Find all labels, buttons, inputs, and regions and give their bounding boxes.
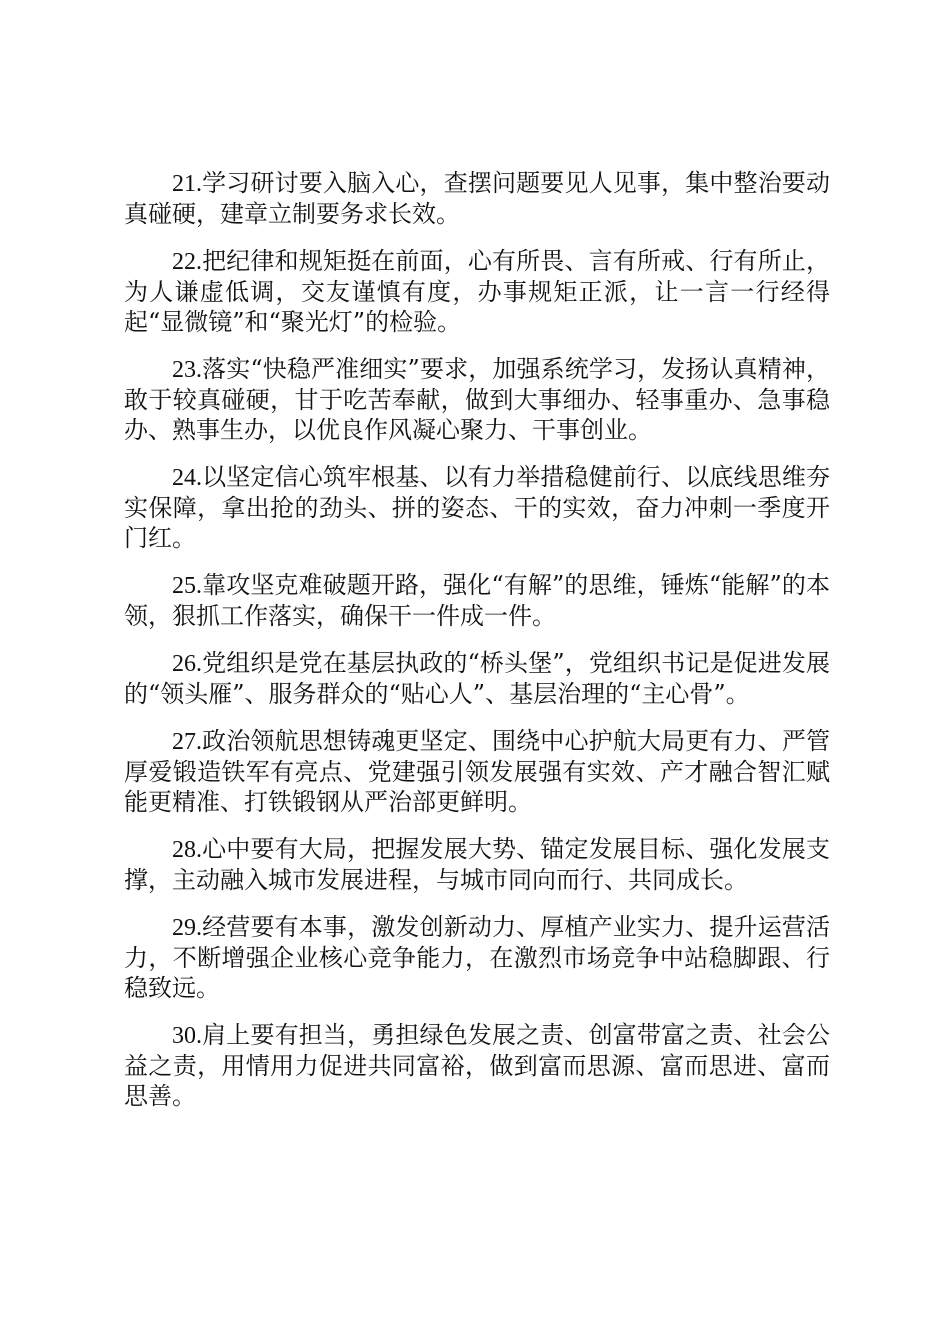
paragraph-text: 学习研讨要入脑入心，查摆问题要见人见事，集中整治要动真碰硬，建章立制要务求长效。 <box>124 169 830 228</box>
paragraph-number: 26. <box>172 651 202 677</box>
paragraph-25 <box>124 570 830 631</box>
paragraph-text: 把纪律和规矩挺在前面，心有所畏、言有所戒、行有所止，为人谦虚低调，交友谨慎有度，办事规矩正派，让一言一行经得起“显微镜”和“聚光灯”的检验。 <box>124 247 830 336</box>
paragraph-text: 心中要有大局，把握发展大势、锚定发展目标、强化发展支撑，主动融入城市发展进程，与城市同向而行、共同成长。 <box>124 835 830 894</box>
paragraph-number: 21. <box>172 171 202 197</box>
paragraph-27 <box>124 726 830 817</box>
paragraph-29 <box>124 912 830 1003</box>
paragraph-text: 政治领航思想铸魂更坚定、围绕中心护航大局更有力、严管厚爱锻造铁军有亮点、党建强引领发展强有实效、产才融合智汇赋能更精准、打铁锻钢从严治部更鲜明。 <box>124 727 830 816</box>
paragraph-text: 经营要有本事，激发创新动力、厚植产业实力、提升运营活力，不断增强企业核心竞争能力，在激烈市场竞争中站稳脚跟、行稳致远。 <box>124 913 830 1002</box>
paragraph-number: 29. <box>172 915 202 941</box>
paragraph-28 <box>124 834 830 895</box>
paragraph-23 <box>124 354 830 445</box>
paragraph-number: 23. <box>172 357 202 383</box>
paragraph-21 <box>124 168 830 229</box>
paragraph-number: 24. <box>172 465 202 491</box>
paragraph-text: 落实“快稳严准细实”要求，加强系统学习，发扬认真精神，敢于较真碰硬，甘于吃苦奉献，做到大事细办、轻事重办、急事稳办、熟事生办，以优良作风凝心聚力、干事创业。 <box>124 355 830 444</box>
paragraph-text: 肩上要有担当，勇担绿色发展之责、创富带富之责、社会公益之责，用情用力促进共同富裕，做到富而思源、富而思进、富而思善。 <box>124 1021 830 1110</box>
paragraph-number: 25. <box>172 573 202 599</box>
paragraph-number: 30. <box>172 1023 202 1049</box>
paragraph-number: 27. <box>172 729 202 755</box>
paragraph-number: 28. <box>172 837 202 863</box>
document-body <box>124 168 830 1128</box>
paragraph-24 <box>124 462 830 553</box>
paragraph-26 <box>124 648 830 709</box>
paragraph-text: 以坚定信心筑牢根基、以有力举措稳健前行、以底线思维夯实保障，拿出抢的劲头、拼的姿态、干的实效，奋力冲刺一季度开门红。 <box>124 463 830 552</box>
paragraph-text: 党组织是党在基层执政的“桥头堡”，党组织书记是促进发展的“领头雁”、服务群众的“贴心人”、基层治理的“主心骨”。 <box>124 649 830 708</box>
paragraph-30 <box>124 1020 830 1111</box>
paragraph-number: 22. <box>172 249 202 275</box>
paragraph-22 <box>124 246 830 337</box>
paragraph-text: 靠攻坚克难破题开路，强化“有解”的思维，锤炼“能解”的本领，狠抓工作落实，确保干一件成一件。 <box>124 571 830 630</box>
